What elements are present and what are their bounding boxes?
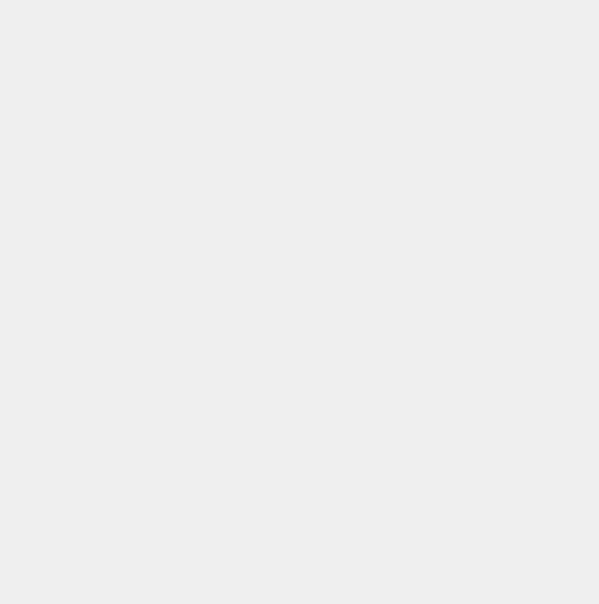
liner-notes-text	[8, 9, 590, 15]
